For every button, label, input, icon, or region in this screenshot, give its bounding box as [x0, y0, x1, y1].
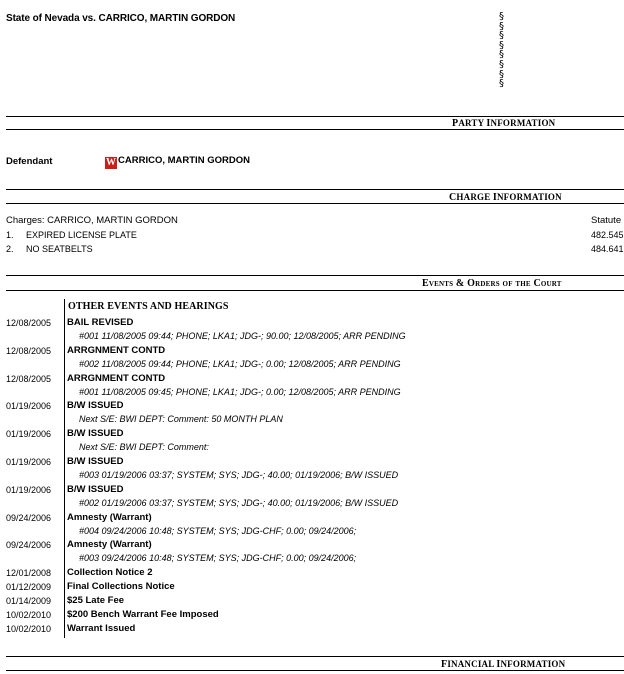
event-detail: #001 11/08/2005 09:44; PHONE; LKA1; JDG-; 90.00; 12/08/2005; ARR PENDING: [79, 331, 406, 341]
charge-desc-1: EXPIRED LICENSE PLATE: [26, 230, 137, 240]
section-mark: §: [499, 20, 504, 32]
event-description: B/W ISSUED: [67, 428, 124, 440]
party-role: Defendant: [6, 156, 53, 167]
event-description: B/W ISSUED: [67, 400, 124, 412]
section-mark: §: [499, 49, 504, 61]
event-detail: #001 11/08/2005 09:45; PHONE; LKA1; JDG-; 0.00; 12/08/2005; ARR PENDING: [79, 386, 401, 397]
financial-info-bottom-rule: [6, 670, 624, 671]
charge-info-heading: CHARGE INFORMATION: [449, 192, 562, 203]
event-date: 09/24/2006: [6, 540, 52, 551]
event-date: 01/19/2006: [6, 401, 52, 412]
event-description: ARRGNMENT CONTD: [67, 344, 166, 356]
event-date: 12/08/2005: [6, 345, 52, 356]
section-mark: §: [499, 30, 504, 42]
financial-info-heading: FINANCIAL INFORMATION: [441, 659, 566, 670]
charge-number-2: 2.: [6, 244, 14, 254]
charge-info-top-rule: [6, 189, 624, 190]
events-top-rule: [6, 275, 624, 276]
section-mark: §: [499, 39, 504, 51]
section-mark: §: [499, 78, 504, 90]
charge-statute-2: 484.641: [591, 244, 624, 254]
event-date: 12/01/2008: [6, 568, 52, 579]
event-detail: #004 09/24/2006 10:48; SYSTEM; SYS; JDG-CHF; 0.00; 09/24/2006;: [79, 525, 357, 536]
event-date: 10/02/2010: [6, 609, 52, 620]
events-bottom-rule: [6, 290, 624, 291]
event-description: Amnesty (Warrant): [67, 511, 152, 523]
event-description: BAIL REVISED: [67, 317, 134, 328]
event-description: Amnesty (Warrant): [67, 539, 152, 551]
event-description: B/W ISSUED: [67, 483, 124, 495]
event-description: Warrant Issued: [67, 622, 136, 634]
section-mark: §: [499, 59, 504, 70]
event-date: 01/14/2009: [6, 596, 52, 606]
event-date: 10/02/2010: [6, 623, 52, 634]
event-date: 12/08/2005: [6, 318, 52, 328]
event-description: ARRGNMENT CONTD: [67, 372, 166, 384]
section-mark: §: [499, 11, 504, 22]
events-column-divider: [64, 299, 65, 638]
charge-desc-2: NO SEATBELTS: [26, 244, 93, 254]
statute-label: Statute: [591, 215, 622, 226]
event-date: 01/12/2009: [6, 582, 52, 593]
event-date: 09/24/2006: [6, 512, 52, 523]
event-detail: #003 09/24/2006 10:48; SYSTEM; SYS; JDG-CHF; 0.00; 09/24/2006;: [79, 553, 357, 564]
event-description: $25 Late Fee: [67, 595, 125, 606]
party-name: CARRICO, MARTIN GORDON: [118, 155, 250, 166]
event-detail: #002 01/19/2006 03:37; SYSTEM; SYS; JDG-; 40.00; 01/19/2006; B/W ISSUED: [79, 497, 399, 508]
event-description: Collection Notice 2: [67, 567, 153, 579]
warrant-badge-icon: W: [106, 157, 116, 168]
event-detail: #003 01/19/2006 03:37; SYSTEM; SYS; JDG-; 40.00; 01/19/2006; B/W ISSUED: [79, 470, 399, 480]
event-description: Final Collections Notice: [67, 581, 175, 593]
event-date: 12/08/2005: [6, 373, 52, 384]
event-date: 01/19/2006: [6, 484, 52, 495]
financial-info-top-rule: [6, 656, 624, 657]
event-description: B/W ISSUED: [67, 456, 124, 467]
event-detail: Next S/E: BWI DEPT: Comment:: [79, 442, 209, 453]
charges-label: Charges: CARRICO, MARTIN GORDON: [6, 215, 178, 226]
party-info-heading: PARTY INFORMATION: [452, 118, 556, 129]
event-date: 01/19/2006: [6, 429, 52, 440]
charge-info-bottom-rule: [6, 203, 624, 204]
section-mark: §: [499, 68, 504, 80]
events-heading: Events & Orders of the Court: [422, 278, 562, 289]
charge-number-1: 1.: [6, 230, 14, 240]
case-title: State of Nevada vs. CARRICO, MARTIN GORDON: [6, 13, 236, 24]
event-detail: Next S/E: BWI DEPT: Comment: 50 MONTH PLAN: [79, 414, 283, 425]
events-column-header: OTHER EVENTS AND HEARINGS: [68, 301, 229, 312]
party-info-top-rule: [6, 116, 624, 117]
party-name-cell[interactable]: [105, 155, 250, 169]
charge-statute-1: 482.545: [591, 230, 624, 240]
party-info-bottom-rule: [6, 129, 624, 130]
event-date: 01/19/2006: [6, 457, 52, 467]
event-detail: #002 11/08/2005 09:44; PHONE; LKA1; JDG-; 0.00; 12/08/2005; ARR PENDING: [79, 358, 401, 369]
event-description: $200 Bench Warrant Fee Imposed: [67, 608, 219, 620]
